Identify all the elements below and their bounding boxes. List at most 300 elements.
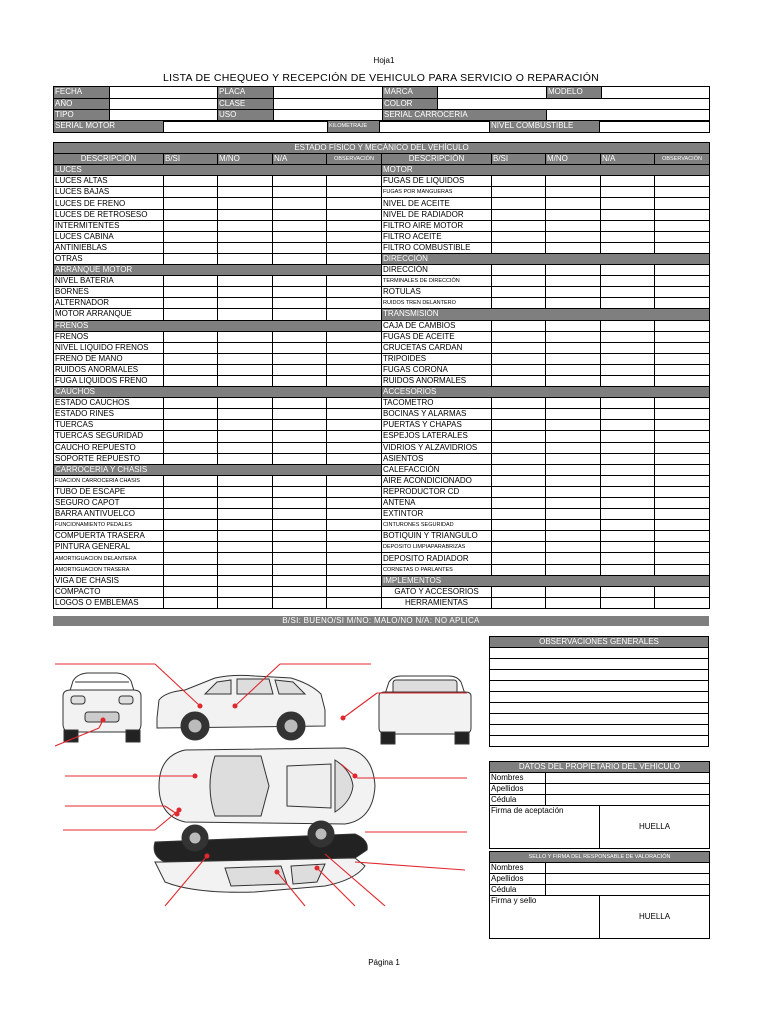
checkbox-mno[interactable] <box>218 409 273 420</box>
checkbox-bsi[interactable] <box>164 309 218 320</box>
checkbox-bsi[interactable] <box>492 353 546 364</box>
observacion-field[interactable] <box>655 276 710 287</box>
observacion-field[interactable] <box>655 265 710 276</box>
observacion-field[interactable] <box>655 287 710 298</box>
checkbox-mno[interactable] <box>218 531 273 542</box>
observacion-field[interactable] <box>327 442 382 453</box>
observacion-field[interactable] <box>327 342 382 353</box>
checkbox-mno[interactable] <box>218 431 273 442</box>
checkbox-mno[interactable] <box>218 331 273 342</box>
observacion-field[interactable] <box>655 553 710 564</box>
checkbox-na[interactable] <box>273 475 327 486</box>
observacion-field[interactable] <box>327 553 382 564</box>
checkbox-bsi[interactable] <box>164 231 218 242</box>
checkbox-bsi[interactable] <box>492 420 546 431</box>
checkbox-bsi[interactable] <box>492 564 546 575</box>
checkbox-na[interactable] <box>601 198 655 209</box>
checkbox-bsi[interactable] <box>492 320 546 331</box>
checkbox-na[interactable] <box>273 409 327 420</box>
checkbox-mno[interactable] <box>546 564 601 575</box>
checkbox-mno[interactable] <box>546 453 601 464</box>
observacion-field[interactable] <box>655 353 710 364</box>
checkbox-na[interactable] <box>273 309 327 320</box>
observacion-field[interactable] <box>327 231 382 242</box>
checkbox-mno[interactable] <box>546 198 601 209</box>
observacion-field[interactable] <box>655 475 710 486</box>
observacion-field[interactable] <box>655 342 710 353</box>
observacion-field[interactable] <box>327 597 382 608</box>
checkbox-na[interactable] <box>601 431 655 442</box>
checkbox-na[interactable] <box>273 586 327 597</box>
checkbox-mno[interactable] <box>218 276 273 287</box>
checkbox-na[interactable] <box>601 176 655 187</box>
checkbox-mno[interactable] <box>218 442 273 453</box>
checkbox-na[interactable] <box>601 220 655 231</box>
checkbox-bsi[interactable] <box>492 431 546 442</box>
checkbox-mno[interactable] <box>218 575 273 586</box>
checkbox-na[interactable] <box>273 398 327 409</box>
checkbox-bsi[interactable] <box>164 287 218 298</box>
checkbox-na[interactable] <box>273 353 327 364</box>
checkbox-bsi[interactable] <box>164 475 218 486</box>
checkbox-bsi[interactable] <box>492 509 546 520</box>
checkbox-bsi[interactable] <box>164 342 218 353</box>
observaciones-line[interactable] <box>490 681 709 692</box>
checkbox-na[interactable] <box>273 486 327 497</box>
observacion-field[interactable] <box>655 364 710 375</box>
observacion-field[interactable] <box>327 498 382 509</box>
checkbox-bsi[interactable] <box>164 442 218 453</box>
observacion-field[interactable] <box>327 431 382 442</box>
checkbox-mno[interactable] <box>546 287 601 298</box>
checkbox-mno[interactable] <box>546 331 601 342</box>
checkbox-mno[interactable] <box>546 265 601 276</box>
checkbox-bsi[interactable] <box>164 209 218 220</box>
checkbox-na[interactable] <box>273 375 327 386</box>
checkbox-na[interactable] <box>273 597 327 608</box>
observacion-field[interactable] <box>327 420 382 431</box>
observacion-field[interactable] <box>327 331 382 342</box>
observacion-field[interactable] <box>327 409 382 420</box>
checkbox-na[interactable] <box>601 398 655 409</box>
observacion-field[interactable] <box>327 298 382 309</box>
checkbox-bsi[interactable] <box>164 242 218 253</box>
checkbox-na[interactable] <box>601 353 655 364</box>
observacion-field[interactable] <box>655 231 710 242</box>
checkbox-bsi[interactable] <box>164 276 218 287</box>
checkbox-mno[interactable] <box>546 187 601 198</box>
observacion-field[interactable] <box>655 564 710 575</box>
observacion-field[interactable] <box>327 242 382 253</box>
checkbox-na[interactable] <box>601 542 655 553</box>
checkbox-mno[interactable] <box>218 298 273 309</box>
checkbox-mno[interactable] <box>218 187 273 198</box>
checkbox-bsi[interactable] <box>492 287 546 298</box>
checkbox-na[interactable] <box>273 442 327 453</box>
checkbox-bsi[interactable] <box>164 353 218 364</box>
checkbox-na[interactable] <box>273 187 327 198</box>
fecha-field[interactable] <box>110 87 218 99</box>
checkbox-mno[interactable] <box>546 531 601 542</box>
checkbox-mno[interactable] <box>546 553 601 564</box>
observacion-field[interactable] <box>655 498 710 509</box>
checkbox-bsi[interactable] <box>492 553 546 564</box>
propietario-huella-box[interactable]: HUELLA <box>600 806 710 849</box>
checkbox-mno[interactable] <box>546 320 601 331</box>
checkbox-bsi[interactable] <box>164 298 218 309</box>
observacion-field[interactable] <box>327 509 382 520</box>
checkbox-na[interactable] <box>273 420 327 431</box>
checkbox-na[interactable] <box>273 520 327 531</box>
responsable-huella-box[interactable]: HUELLA <box>600 896 710 939</box>
responsable-cedula-field[interactable] <box>546 885 710 896</box>
propietario-nombres-field[interactable] <box>546 773 710 784</box>
checkbox-bsi[interactable] <box>492 498 546 509</box>
observacion-field[interactable] <box>655 586 710 597</box>
observacion-field[interactable] <box>327 276 382 287</box>
responsable-firma-label[interactable]: Firma y sello <box>490 896 600 939</box>
checkbox-na[interactable] <box>273 453 327 464</box>
observacion-field[interactable] <box>655 597 710 608</box>
observacion-field[interactable] <box>327 176 382 187</box>
responsable-apellidos-field[interactable] <box>546 874 710 885</box>
propietario-firma-label[interactable]: Firma de aceptación <box>490 806 600 849</box>
checkbox-bsi[interactable] <box>492 198 546 209</box>
placa-field[interactable] <box>274 87 383 99</box>
checkbox-na[interactable] <box>273 209 327 220</box>
checkbox-na[interactable] <box>601 464 655 475</box>
observacion-field[interactable] <box>655 486 710 497</box>
checkbox-mno[interactable] <box>218 597 273 608</box>
checkbox-bsi[interactable] <box>164 542 218 553</box>
checkbox-bsi[interactable] <box>492 242 546 253</box>
observacion-field[interactable] <box>655 420 710 431</box>
observaciones-line[interactable] <box>490 648 709 659</box>
checkbox-mno[interactable] <box>546 353 601 364</box>
checkbox-mno[interactable] <box>546 242 601 253</box>
checkbox-mno[interactable] <box>546 231 601 242</box>
checkbox-bsi[interactable] <box>164 597 218 608</box>
checkbox-na[interactable] <box>601 265 655 276</box>
checkbox-bsi[interactable] <box>164 398 218 409</box>
checkbox-na[interactable] <box>273 509 327 520</box>
checkbox-bsi[interactable] <box>164 453 218 464</box>
checkbox-mno[interactable] <box>546 509 601 520</box>
checkbox-bsi[interactable] <box>164 176 218 187</box>
checkbox-bsi[interactable] <box>164 220 218 231</box>
observacion-field[interactable] <box>327 364 382 375</box>
observacion-field[interactable] <box>655 398 710 409</box>
checkbox-na[interactable] <box>601 209 655 220</box>
serial-motor-field[interactable] <box>164 121 328 133</box>
checkbox-bsi[interactable] <box>164 531 218 542</box>
checkbox-bsi[interactable] <box>492 475 546 486</box>
checkbox-mno[interactable] <box>546 597 601 608</box>
checkbox-na[interactable] <box>601 597 655 608</box>
checkbox-mno[interactable] <box>546 220 601 231</box>
observacion-field[interactable] <box>655 331 710 342</box>
color-field[interactable] <box>438 98 710 110</box>
checkbox-bsi[interactable] <box>164 498 218 509</box>
checkbox-na[interactable] <box>273 253 327 264</box>
checkbox-na[interactable] <box>273 342 327 353</box>
observacion-field[interactable] <box>655 375 710 386</box>
observacion-field[interactable] <box>327 453 382 464</box>
checkbox-bsi[interactable] <box>492 597 546 608</box>
checkbox-mno[interactable] <box>218 453 273 464</box>
checkbox-mno[interactable] <box>546 342 601 353</box>
checkbox-na[interactable] <box>601 475 655 486</box>
checkbox-na[interactable] <box>601 364 655 375</box>
checkbox-na[interactable] <box>601 342 655 353</box>
observacion-field[interactable] <box>327 253 382 264</box>
responsable-nombres-field[interactable] <box>546 863 710 874</box>
checkbox-na[interactable] <box>601 409 655 420</box>
observacion-field[interactable] <box>327 586 382 597</box>
checkbox-na[interactable] <box>273 575 327 586</box>
checkbox-na[interactable] <box>273 364 327 375</box>
checkbox-mno[interactable] <box>218 420 273 431</box>
checkbox-mno[interactable] <box>546 498 601 509</box>
checkbox-bsi[interactable] <box>164 187 218 198</box>
checkbox-bsi[interactable] <box>164 198 218 209</box>
checkbox-bsi[interactable] <box>164 586 218 597</box>
ano-field[interactable] <box>110 98 218 110</box>
checkbox-mno[interactable] <box>218 287 273 298</box>
checkbox-bsi[interactable] <box>492 453 546 464</box>
checkbox-mno[interactable] <box>218 498 273 509</box>
observacion-field[interactable] <box>655 198 710 209</box>
checkbox-mno[interactable] <box>546 520 601 531</box>
observacion-field[interactable] <box>655 187 710 198</box>
checkbox-mno[interactable] <box>218 253 273 264</box>
checkbox-bsi[interactable] <box>492 442 546 453</box>
checkbox-mno[interactable] <box>546 375 601 386</box>
checkbox-na[interactable] <box>273 331 327 342</box>
checkbox-na[interactable] <box>601 553 655 564</box>
checkbox-bsi[interactable] <box>164 520 218 531</box>
checkbox-mno[interactable] <box>218 309 273 320</box>
checkbox-mno[interactable] <box>546 398 601 409</box>
checkbox-mno[interactable] <box>218 486 273 497</box>
checkbox-mno[interactable] <box>218 509 273 520</box>
checkbox-mno[interactable] <box>546 276 601 287</box>
checkbox-mno[interactable] <box>218 198 273 209</box>
observacion-field[interactable] <box>327 542 382 553</box>
checkbox-na[interactable] <box>601 320 655 331</box>
observacion-field[interactable] <box>655 542 710 553</box>
observacion-field[interactable] <box>327 531 382 542</box>
checkbox-na[interactable] <box>601 375 655 386</box>
observacion-field[interactable] <box>327 187 382 198</box>
checkbox-bsi[interactable] <box>164 486 218 497</box>
observaciones-line[interactable] <box>490 714 709 725</box>
checkbox-mno[interactable] <box>546 420 601 431</box>
checkbox-bsi[interactable] <box>492 209 546 220</box>
checkbox-na[interactable] <box>601 531 655 542</box>
checkbox-na[interactable] <box>601 331 655 342</box>
observacion-field[interactable] <box>655 409 710 420</box>
observacion-field[interactable] <box>327 575 382 586</box>
checkbox-bsi[interactable] <box>164 509 218 520</box>
checkbox-na[interactable] <box>601 242 655 253</box>
observacion-field[interactable] <box>327 220 382 231</box>
checkbox-bsi[interactable] <box>492 531 546 542</box>
observaciones-line[interactable] <box>490 692 709 703</box>
checkbox-mno[interactable] <box>218 586 273 597</box>
observacion-field[interactable] <box>327 520 382 531</box>
checkbox-bsi[interactable] <box>492 231 546 242</box>
checkbox-na[interactable] <box>601 298 655 309</box>
checkbox-mno[interactable] <box>218 176 273 187</box>
observacion-field[interactable] <box>327 398 382 409</box>
checkbox-bsi[interactable] <box>492 586 546 597</box>
propietario-cedula-field[interactable] <box>546 795 710 806</box>
checkbox-na[interactable] <box>601 276 655 287</box>
observacion-field[interactable] <box>655 320 710 331</box>
checkbox-mno[interactable] <box>218 220 273 231</box>
checkbox-bsi[interactable] <box>492 265 546 276</box>
observacion-field[interactable] <box>655 176 710 187</box>
checkbox-mno[interactable] <box>546 542 601 553</box>
checkbox-na[interactable] <box>601 442 655 453</box>
checkbox-bsi[interactable] <box>164 564 218 575</box>
checkbox-bsi[interactable] <box>164 420 218 431</box>
kilometraje-field[interactable] <box>380 121 490 133</box>
checkbox-bsi[interactable] <box>164 253 218 264</box>
checkbox-bsi[interactable] <box>164 331 218 342</box>
checkbox-na[interactable] <box>273 198 327 209</box>
observacion-field[interactable] <box>327 353 382 364</box>
checkbox-bsi[interactable] <box>492 298 546 309</box>
checkbox-na[interactable] <box>601 586 655 597</box>
observacion-field[interactable] <box>655 453 710 464</box>
checkbox-na[interactable] <box>601 486 655 497</box>
checkbox-mno[interactable] <box>546 475 601 486</box>
observacion-field[interactable] <box>655 520 710 531</box>
checkbox-bsi[interactable] <box>492 409 546 420</box>
checkbox-na[interactable] <box>601 564 655 575</box>
checkbox-bsi[interactable] <box>164 575 218 586</box>
checkbox-na[interactable] <box>273 242 327 253</box>
checkbox-bsi[interactable] <box>492 176 546 187</box>
checkbox-bsi[interactable] <box>492 464 546 475</box>
observacion-field[interactable] <box>327 486 382 497</box>
observaciones-line[interactable] <box>490 725 709 736</box>
checkbox-na[interactable] <box>273 287 327 298</box>
checkbox-na[interactable] <box>601 498 655 509</box>
checkbox-bsi[interactable] <box>492 187 546 198</box>
checkbox-mno[interactable] <box>218 353 273 364</box>
checkbox-na[interactable] <box>273 564 327 575</box>
observacion-field[interactable] <box>327 564 382 575</box>
observacion-field[interactable] <box>327 287 382 298</box>
checkbox-mno[interactable] <box>546 209 601 220</box>
checkbox-mno[interactable] <box>546 442 601 453</box>
checkbox-bsi[interactable] <box>164 553 218 564</box>
observacion-field[interactable] <box>655 209 710 220</box>
observacion-field[interactable] <box>327 309 382 320</box>
checkbox-na[interactable] <box>273 542 327 553</box>
checkbox-na[interactable] <box>601 509 655 520</box>
checkbox-bsi[interactable] <box>492 398 546 409</box>
propietario-apellidos-field[interactable] <box>546 784 710 795</box>
checkbox-mno[interactable] <box>218 398 273 409</box>
checkbox-mno[interactable] <box>546 464 601 475</box>
checkbox-na[interactable] <box>273 231 327 242</box>
observaciones-line[interactable] <box>490 659 709 670</box>
checkbox-mno[interactable] <box>218 231 273 242</box>
checkbox-mno[interactable] <box>546 298 601 309</box>
observacion-field[interactable] <box>655 442 710 453</box>
checkbox-na[interactable] <box>601 231 655 242</box>
observaciones-line[interactable] <box>490 703 709 714</box>
checkbox-na[interactable] <box>273 431 327 442</box>
observacion-field[interactable] <box>655 531 710 542</box>
checkbox-bsi[interactable] <box>164 364 218 375</box>
checkbox-mno[interactable] <box>218 475 273 486</box>
modelo-field[interactable] <box>602 87 710 99</box>
checkbox-bsi[interactable] <box>164 431 218 442</box>
checkbox-bsi[interactable] <box>492 520 546 531</box>
observacion-field[interactable] <box>655 242 710 253</box>
checkbox-na[interactable] <box>601 287 655 298</box>
observacion-field[interactable] <box>655 220 710 231</box>
checkbox-mno[interactable] <box>218 553 273 564</box>
clase-field[interactable] <box>274 98 383 110</box>
checkbox-mno[interactable] <box>546 409 601 420</box>
checkbox-mno[interactable] <box>218 520 273 531</box>
checkbox-mno[interactable] <box>218 542 273 553</box>
checkbox-bsi[interactable] <box>492 220 546 231</box>
checkbox-mno[interactable] <box>546 176 601 187</box>
marca-field[interactable] <box>438 87 547 99</box>
checkbox-na[interactable] <box>273 498 327 509</box>
checkbox-bsi[interactable] <box>492 342 546 353</box>
nivel-combustible-field[interactable] <box>600 121 710 133</box>
observacion-field[interactable] <box>655 298 710 309</box>
observacion-field[interactable] <box>655 509 710 520</box>
checkbox-bsi[interactable] <box>492 375 546 386</box>
observacion-field[interactable] <box>655 431 710 442</box>
checkbox-na[interactable] <box>273 531 327 542</box>
checkbox-na[interactable] <box>273 220 327 231</box>
checkbox-bsi[interactable] <box>492 276 546 287</box>
checkbox-mno[interactable] <box>218 209 273 220</box>
checkbox-na[interactable] <box>273 298 327 309</box>
checkbox-bsi[interactable] <box>492 542 546 553</box>
observaciones-line[interactable] <box>490 670 709 681</box>
checkbox-na[interactable] <box>273 553 327 564</box>
checkbox-na[interactable] <box>601 453 655 464</box>
observaciones-line[interactable] <box>490 736 709 747</box>
checkbox-na[interactable] <box>273 176 327 187</box>
observacion-field[interactable] <box>655 464 710 475</box>
checkbox-mno[interactable] <box>218 342 273 353</box>
checkbox-mno[interactable] <box>218 564 273 575</box>
checkbox-bsi[interactable] <box>492 486 546 497</box>
checkbox-mno[interactable] <box>218 242 273 253</box>
observacion-field[interactable] <box>327 198 382 209</box>
checkbox-bsi[interactable] <box>492 331 546 342</box>
checkbox-mno[interactable] <box>218 375 273 386</box>
checkbox-mno[interactable] <box>546 431 601 442</box>
checkbox-mno[interactable] <box>546 486 601 497</box>
checkbox-bsi[interactable] <box>492 364 546 375</box>
checkbox-bsi[interactable] <box>164 375 218 386</box>
observacion-field[interactable] <box>327 375 382 386</box>
checkbox-bsi[interactable] <box>164 409 218 420</box>
